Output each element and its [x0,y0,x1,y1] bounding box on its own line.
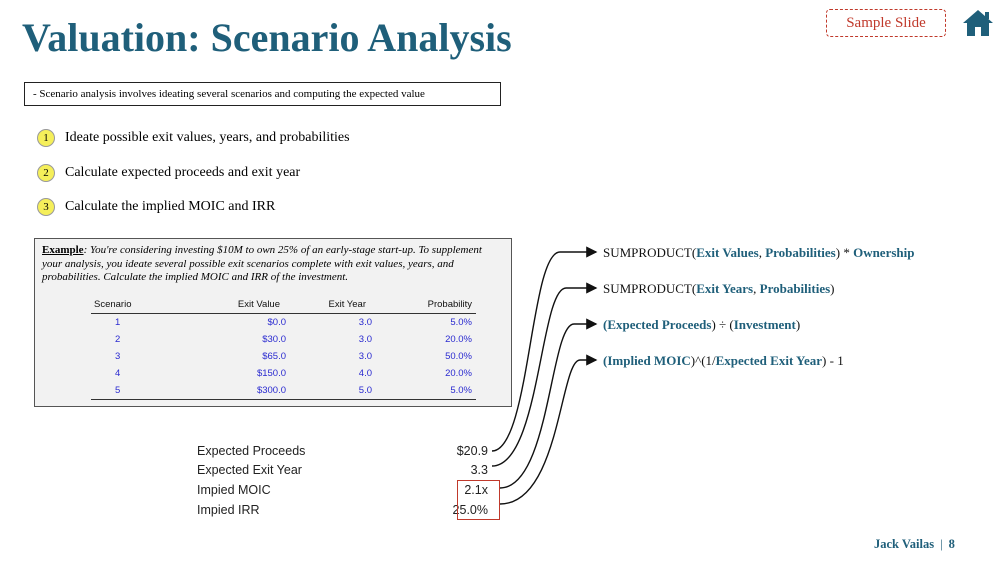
result-value-implied-irr: 25.0% [452,503,488,517]
page-number: 8 [948,537,955,551]
formula-segment: ( [603,353,608,368]
formula-segment: ) [830,281,835,296]
result-label-expected-proceeds: Expected Proceeds [197,444,306,458]
formula-segment: Investment [733,317,796,332]
result-value-expected-proceeds: $20.9 [456,444,488,458]
cell-exit-year: 3.0 [358,351,372,362]
formula-segment: ) ÷ ( [711,317,734,332]
formula-segment: Exit Years [696,281,754,296]
formula-segment: Expected Proceeds [607,317,712,332]
cell-scenario: 5 [91,382,175,400]
cell-scenario: 3 [115,351,121,362]
header-probability: Probability [372,296,476,314]
cell-exit-year: 3.0 [358,317,372,328]
cell-exit-value: $300.0 [175,382,286,400]
formula-segment: ) - [822,353,838,368]
cell-probability: 5.0% [450,317,472,328]
formula-segment: SUMPRODUCT( [603,281,697,296]
formula-segment: , [753,281,760,296]
cell-probability: 50.0% [445,351,472,362]
header-exit-value: Exit Value [175,296,286,314]
header-scenario: Scenario [91,296,175,314]
formula-segment: )^(1/ [690,353,716,368]
cell-exit-value: $30.0 [262,334,286,345]
result-label-implied-irr: Impied IRR [197,503,260,517]
sample-slide-badge: Sample Slide [826,9,946,37]
formula-segment: ) [795,317,801,332]
cell-exit-year: 3.0 [358,334,372,345]
formula-segment: Exit Values [696,245,759,260]
cell-exit-value: $150.0 [256,368,286,379]
formula-expected-proceeds [603,245,914,261]
footer-separator: | [940,537,943,551]
cell-exit-value: $65.0 [262,351,286,362]
formula-segment: ) * [835,245,854,260]
formula-implied-irr [603,353,844,369]
result-value-expected-exit-year: 3.3 [470,463,488,477]
page-title: Valuation: Scenario Analysis [22,15,512,60]
cell-exit-year: 4.0 [358,368,372,379]
arrow-moic [500,324,596,488]
formula-segment: 1 [837,353,844,368]
formula-segment: Probabilities [759,281,831,296]
formula-segment: Ownership [853,245,915,260]
arrow-proceeds [492,252,596,451]
formula-segment: SUMPRODUCT( [603,245,697,260]
cell-exit-value: $0.0 [267,317,286,328]
step-2-text: Calculate expected proceeds and exit year [65,165,301,180]
formula-segment: Probabilities [765,245,836,260]
cell-scenario: 4 [115,368,121,379]
cell-probability: 20.0% [445,368,472,379]
arrow-exit-year [492,288,596,466]
cell-exit-year: 5.0 [286,382,372,400]
header-exit-year: Exit Year [286,296,372,314]
cell-scenario: 2 [115,334,121,345]
cell-scenario: 1 [115,317,121,328]
formula-implied-moic [603,317,800,333]
step-1-text: Ideate possible exit values, years, and probabilities [65,130,350,145]
result-label-implied-moic: Impied MOIC [197,483,271,497]
footer-author: Jack Vailas [874,537,935,551]
step-3-number: 3 [37,198,55,216]
formula-segment: ( [603,317,608,332]
example-body: : You're considering investing $10M to own 25% of an early-stage start-up. To supplement your analysis, you ideate several possible exit scenarios complete with exit values, years, and probabilities. Calculate the implied MOIC and IRR of the investment. [42,244,482,283]
formula-expected-exit-year [603,281,835,297]
step-2-number: 2 [37,164,55,182]
step-3-text: Calculate the implied MOIC and IRR [65,199,276,214]
cell-probability: 5.0% [372,382,476,400]
cell-probability: 20.0% [445,334,472,345]
result-value-implied-moic: 2.1x [464,483,488,497]
formula-segment: Implied MOIC [607,353,691,368]
footer [874,537,955,552]
formula-segment: , [758,245,766,260]
step-1-number: 1 [37,129,55,147]
intro-box: - Scenario analysis involves ideating several scenarios and computing the expected value [24,82,501,106]
result-label-expected-exit-year: Expected Exit Year [197,463,302,477]
example-label: Example [42,244,84,256]
formula-segment: Expected Exit Year [715,353,823,368]
